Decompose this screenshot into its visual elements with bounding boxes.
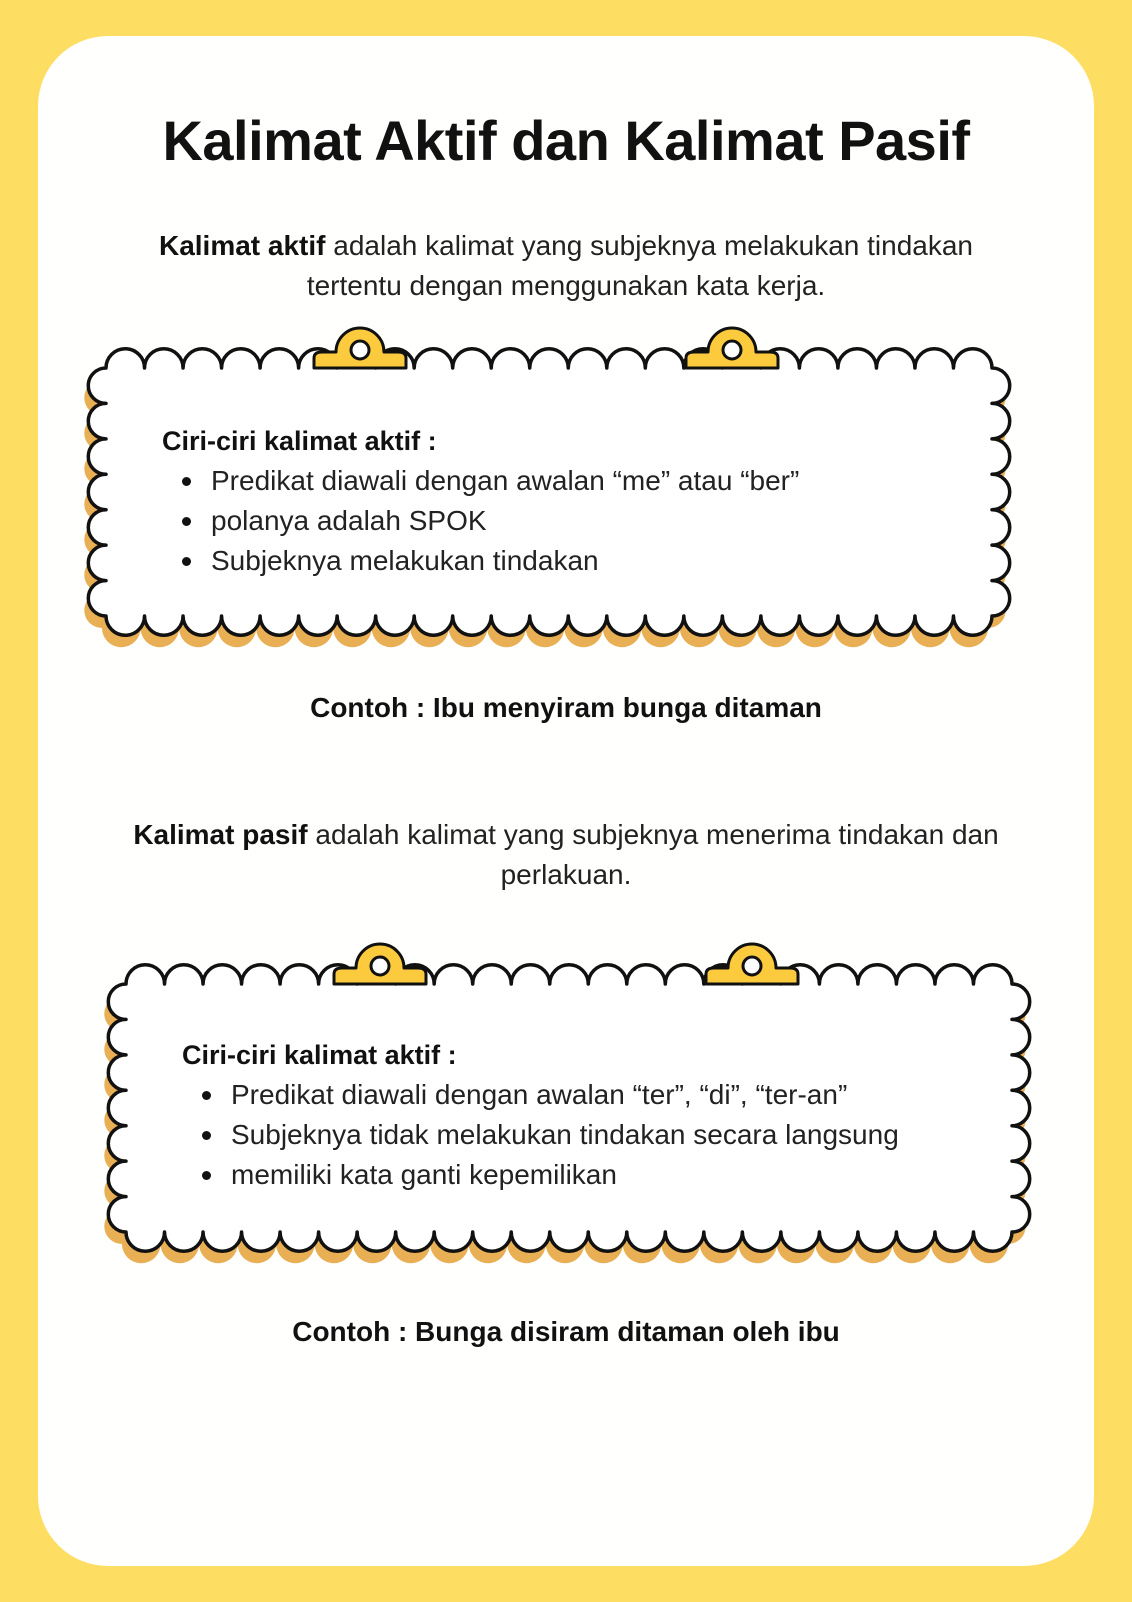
bullet-dot-icon [202,1131,211,1140]
bullet-dot-icon [182,557,191,566]
active-definition [110,226,1022,306]
passive-example: Contoh : Bunga disiram ditaman oleh ibu [292,1316,840,1347]
bullet-dot-icon [202,1091,211,1100]
active-features-heading: Ciri-ciri kalimat aktif : [162,426,437,456]
page-title: Kalimat Aktif dan Kalimat Pasif [162,109,970,172]
passive-features-heading: Ciri-ciri kalimat aktif : [182,1040,457,1070]
list-item: memiliki kata ganti kepemilikan [202,1155,899,1195]
bullet-dot-icon [182,477,191,486]
passive-features-list [182,1075,899,1195]
passive-term: Kalimat pasif [133,819,308,850]
bullet-dot-icon [202,1171,211,1180]
active-features-list [162,461,799,581]
passive-definition [110,815,1022,895]
active-definition-text: adalah kalimat yang subjeknya melakukan tindakan tertentu dengan menggunakan kata kerja. [306,230,973,301]
active-term: Kalimat aktif [158,230,326,261]
bullet-dot-icon [182,517,191,526]
active-example: Contoh : Ibu menyiram bunga ditaman [310,692,822,723]
active-features [162,426,799,581]
list-item: Subjeknya melakukan tindakan [182,541,799,581]
passive-definition-text: adalah kalimat yang subjeknya menerima tindakan dan perlakuan. [307,819,999,890]
passive-features [182,1040,899,1195]
list-item: Subjeknya tidak melakukan tindakan secara langsung [202,1115,899,1155]
list-item: polanya adalah SPOK [182,501,799,541]
list-item: Predikat diawali dengan awalan “ter”, “di”, “ter-an” [202,1075,899,1115]
list-item: Predikat diawali dengan awalan “me” atau “ber” [182,461,799,501]
